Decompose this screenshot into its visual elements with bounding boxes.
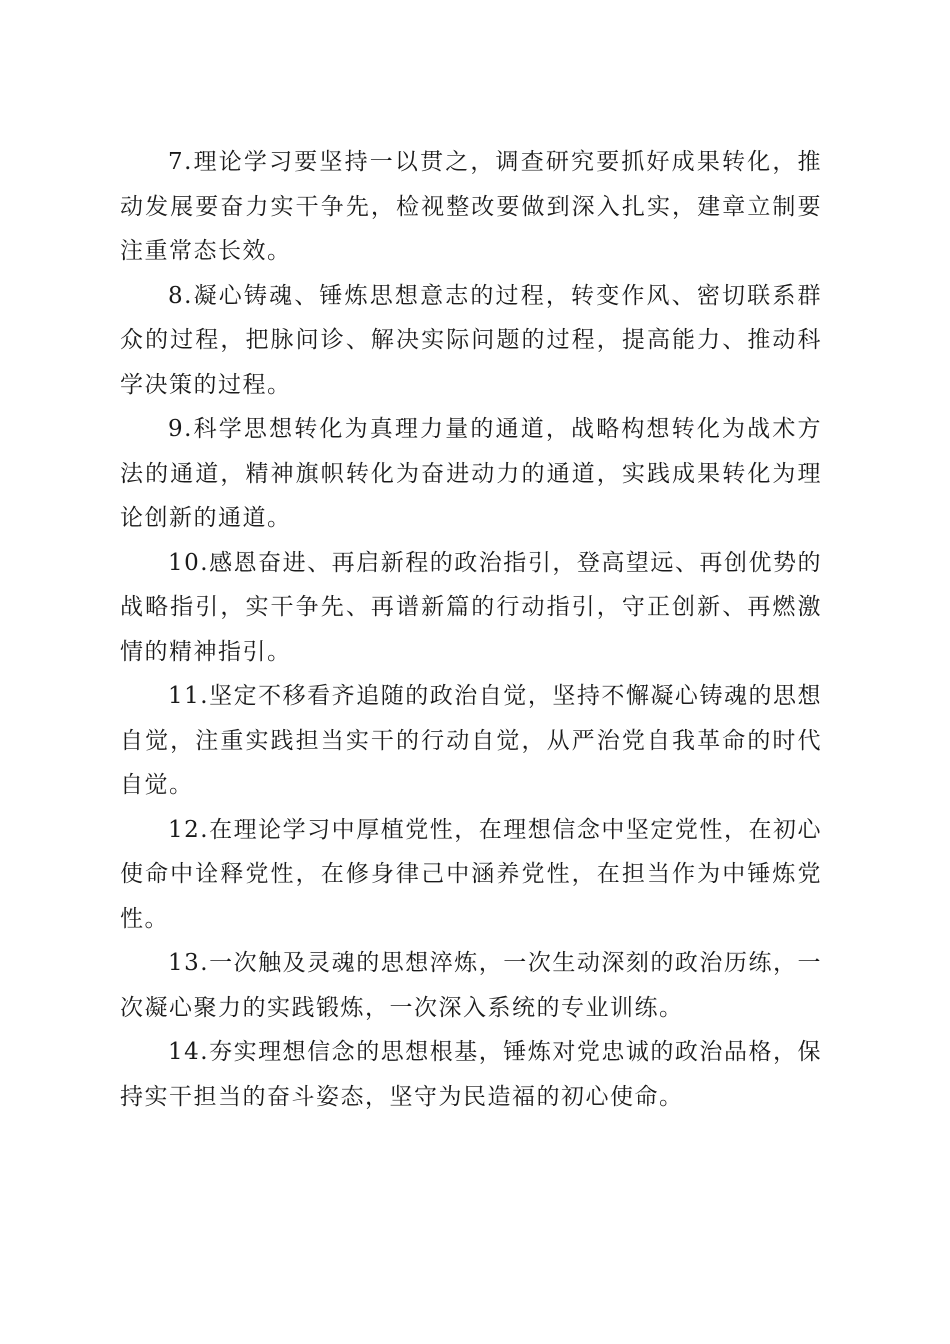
paragraph-13: 13.一次触及灵魂的思想淬炼，一次生动深刻的政治历练，一次凝心聚力的实践锻炼，一次深入系统的专业训练。	[120, 950, 822, 1021]
paragraph-12: 12.在理论学习中厚植党性，在理想信念中坚定党性，在初心使命中诠释党性，在修身律己中涵养党性，在担当作为中锤炼党性。	[120, 816, 822, 932]
paragraph-10: 10.感恩奋进、再启新程的政治指引，登高望远、再创优势的战略指引，实干争先、再谱新篇的行动指引，守正创新、再燃激情的精神指引。	[120, 549, 822, 665]
paragraph-8: 8.凝心铸魂、锤炼思想意志的过程，转变作风、密切联系群众的过程，把脉问诊、解决实际问题的过程，提高能力、推动科学决策的过程。	[120, 282, 822, 398]
paragraph-7: 7.理论学习要坚持一以贯之，调查研究要抓好成果转化，推动发展要奋力实干争先，检视整改要做到深入扎实，建章立制要注重常态长效。	[120, 149, 822, 264]
paragraph-9: 9.科学思想转化为真理力量的通道，战略构想转化为战术方法的通道，精神旗帜转化为奋进动力的通道，实践成果转化为理论创新的通道。	[120, 416, 822, 531]
paragraph-14: 14.夯实理想信念的思想根基，锤炼对党忠诚的政治品格，保持实干担当的奋斗姿态，坚守为民造福的初心使命。	[120, 1039, 822, 1110]
paragraph-11: 11.坚定不移看齐追随的政治自觉，坚持不懈凝心铸魂的思想自觉，注重实践担当实干的行动自觉，从严治党自我革命的时代自觉。	[120, 683, 822, 798]
document-body	[120, 140, 822, 1119]
